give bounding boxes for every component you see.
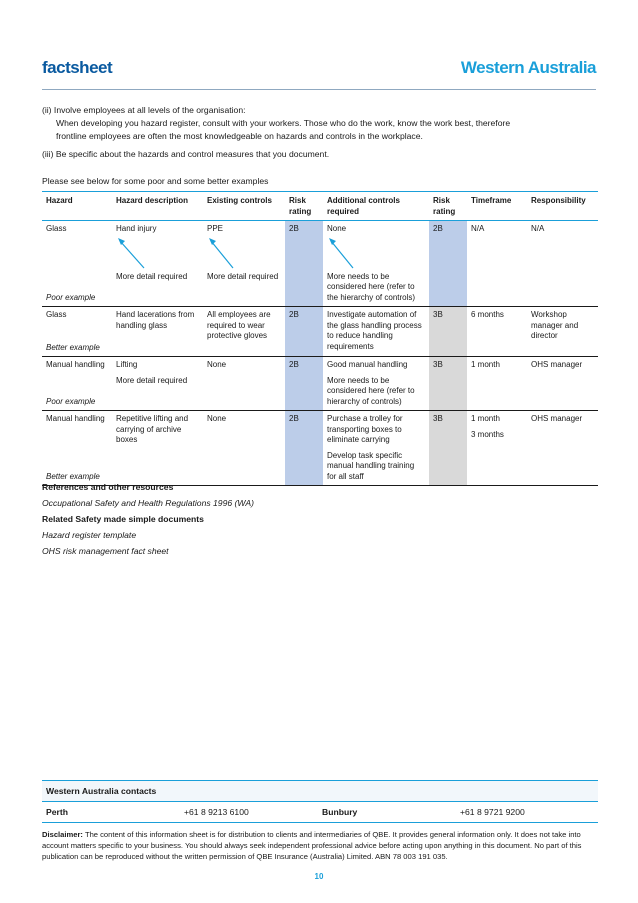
hazard-register-table bbox=[42, 191, 598, 486]
hazard-cell: Manual handling bbox=[46, 360, 105, 369]
references-section bbox=[42, 479, 598, 559]
timeframe-cell: 1 month bbox=[467, 357, 527, 411]
description-cell: Hand lacerations from handling glass bbox=[112, 307, 203, 357]
timeframe-cell: 1 month bbox=[471, 414, 500, 423]
timeframe-cell: 6 months bbox=[467, 307, 527, 357]
risk-rating-cell: 2B bbox=[285, 307, 323, 357]
col-risk2: Risk rating bbox=[429, 192, 467, 221]
additional-cell: None bbox=[327, 224, 347, 233]
col-description: Hazard description bbox=[112, 192, 203, 221]
timeframe-cell: N/A bbox=[467, 221, 527, 307]
table-header-row bbox=[42, 192, 598, 221]
example-label: Poor example bbox=[46, 292, 96, 302]
intro-point-2 bbox=[42, 104, 598, 143]
existing-cell: None bbox=[203, 411, 285, 486]
point2-line2: frontline employees are often the most knowledgeable on hazards and controls in the workplace. bbox=[56, 131, 423, 141]
risk-rating-cell: 3B bbox=[429, 357, 467, 411]
risk-rating-cell: 3B bbox=[429, 307, 467, 357]
table-row bbox=[42, 411, 598, 486]
contacts-row bbox=[42, 802, 598, 823]
example-label: Better example bbox=[46, 342, 100, 352]
timeframe-cell-2: 3 months bbox=[471, 429, 504, 439]
additional-cell: Good manual handling bbox=[327, 360, 408, 369]
hazard-cell: Glass bbox=[46, 310, 67, 319]
description-cell: Lifting bbox=[116, 360, 138, 369]
factsheet-label: factsheet bbox=[42, 58, 113, 77]
point2-line1: When developing you hazard register, consult with your workers. Those who do the work, know the work best, therefore bbox=[56, 118, 511, 128]
additional-note: More needs to be considered here (refer to the hierarchy of controls) bbox=[327, 271, 416, 302]
col-risk1: Risk rating bbox=[285, 192, 323, 221]
risk-rating-cell: 2B bbox=[285, 357, 323, 411]
additional-cell: Investigate automation of the glass handling process to reduce handling requirements bbox=[323, 307, 429, 357]
contact-city: Bunbury bbox=[322, 807, 358, 817]
col-timeframe: Timeframe bbox=[467, 192, 527, 221]
contact-phone[interactable]: +61 8 9721 9200 bbox=[460, 807, 525, 817]
arrow-up-icon bbox=[116, 235, 199, 272]
contact-phone[interactable]: +61 8 9213 6100 bbox=[184, 807, 249, 817]
risk-rating-cell: 2B bbox=[285, 411, 323, 486]
related-doc-link[interactable]: OHS risk management fact sheet bbox=[42, 546, 169, 556]
description-note: More detail required bbox=[116, 375, 188, 385]
region-title: Western Australia bbox=[460, 58, 596, 77]
contacts-box bbox=[42, 780, 598, 823]
hazard-cell: Manual handling bbox=[46, 414, 105, 423]
existing-cell: All employees are required to wear protective gloves bbox=[203, 307, 285, 357]
examples-intro: Please see below for some poor and some better examples bbox=[42, 176, 269, 186]
references-heading: References and other resources bbox=[42, 482, 174, 492]
disclaimer-label: Disclaimer: bbox=[42, 830, 83, 839]
description-cell: Hand injury bbox=[116, 224, 157, 233]
disclaimer-text: The content of this information sheet is for distribution to clients and intermediaries of QBE. It provides general information only. It does not take into account matters specific to your business. You should always seek independent professional advice before acting upon anything in this document. No part of this publication can be reproduced without the written permission of QBE Insurance (Australia) Limited. ABN 78 003 191 035. bbox=[42, 830, 582, 861]
responsibility-cell: Workshop manager and director bbox=[527, 307, 598, 357]
existing-cell: PPE bbox=[207, 224, 224, 233]
existing-note: More detail required bbox=[207, 271, 279, 281]
page-number: 10 bbox=[314, 872, 324, 881]
col-responsibility: Responsibility bbox=[527, 192, 598, 221]
arrow-up-icon bbox=[327, 235, 425, 272]
header-divider bbox=[42, 89, 596, 90]
responsibility-cell: OHS manager bbox=[527, 411, 598, 486]
risk-rating-cell: 2B bbox=[429, 221, 467, 307]
risk-rating-cell: 3B bbox=[429, 411, 467, 486]
description-cell: Repetitive lifting and carrying of archive boxes bbox=[112, 411, 203, 486]
description-note: More detail required bbox=[116, 271, 188, 281]
additional-cell-2: Develop task specific manual handling training for all staff bbox=[327, 450, 415, 481]
col-hazard: Hazard bbox=[42, 192, 112, 221]
intro-point-3: (iii) Be specific about the hazards and control measures that you document. bbox=[42, 149, 330, 159]
risk-rating-cell: 2B bbox=[285, 221, 323, 307]
responsibility-cell: N/A bbox=[527, 221, 598, 307]
hazard-cell: Glass bbox=[46, 224, 67, 233]
point2-heading: (ii) Involve employees at all levels of the organisation: bbox=[42, 105, 246, 115]
col-additional: Additional controls required bbox=[323, 192, 429, 221]
responsibility-cell: OHS manager bbox=[527, 357, 598, 411]
col-existing: Existing controls bbox=[203, 192, 285, 221]
contact-city: Perth bbox=[46, 807, 68, 817]
example-label: Better example bbox=[46, 471, 100, 481]
table-row bbox=[42, 307, 598, 357]
arrow-up-icon bbox=[207, 235, 281, 272]
contacts-title: Western Australia contacts bbox=[42, 780, 598, 802]
additional-cell: Purchase a trolley for transporting boxes to eliminate carrying bbox=[327, 414, 403, 444]
related-docs-heading: Related Safety made simple documents bbox=[42, 514, 204, 524]
related-doc-link[interactable]: Hazard register template bbox=[42, 530, 137, 540]
existing-cell: None bbox=[203, 357, 285, 411]
page-header bbox=[42, 58, 596, 82]
table-row bbox=[42, 221, 598, 307]
example-label: Poor example bbox=[46, 396, 96, 406]
table-row bbox=[42, 357, 598, 411]
reference-link[interactable]: Occupational Safety and Health Regulations 1996 (WA) bbox=[42, 498, 254, 508]
disclaimer bbox=[42, 829, 598, 862]
additional-note: More needs to be considered here (refer to hierarchy of controls) bbox=[327, 375, 415, 406]
